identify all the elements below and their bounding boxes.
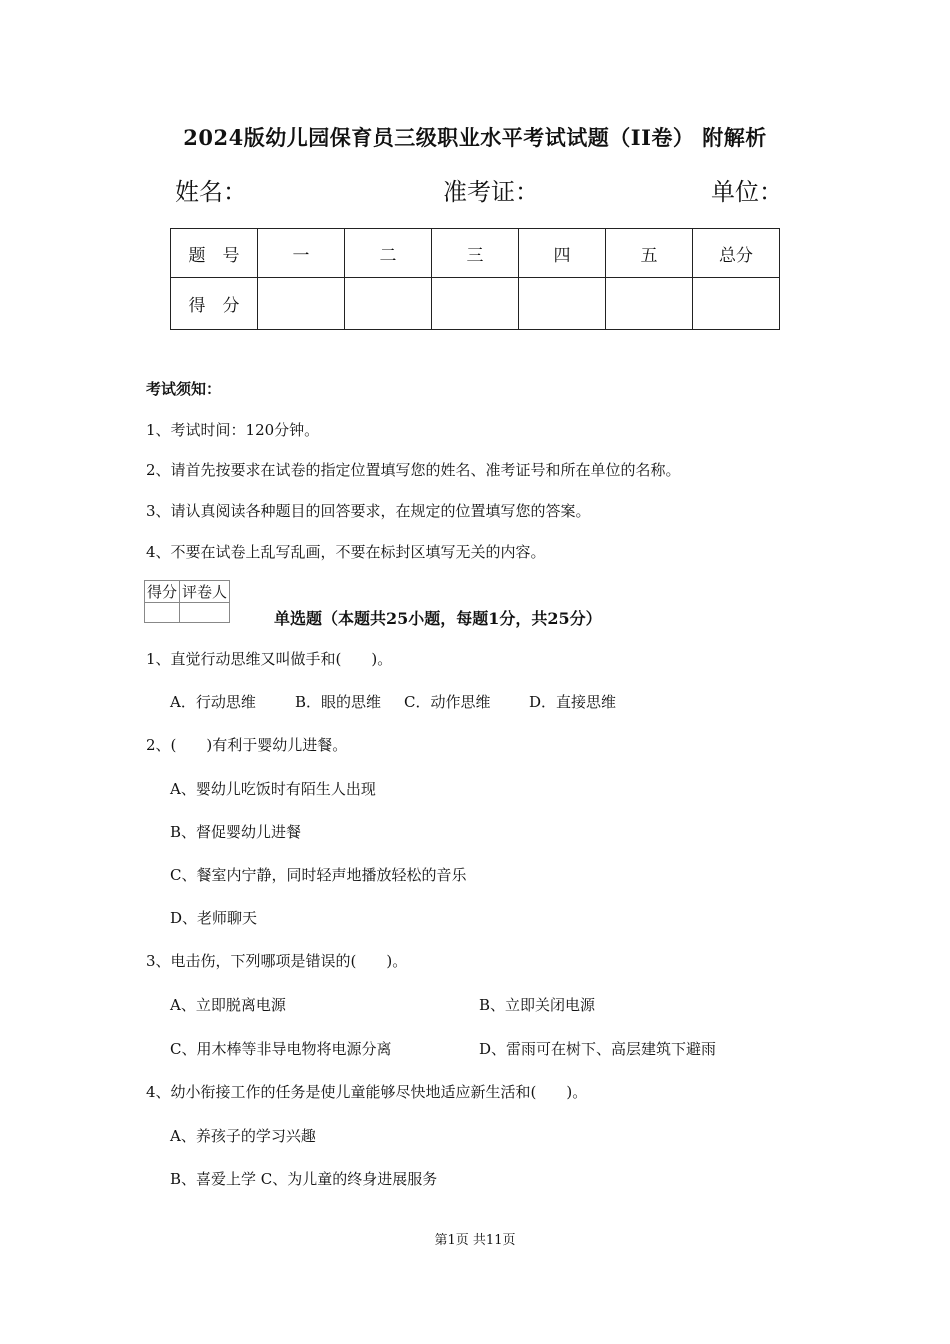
notice-item: 4、不要在试卷上乱写乱画，不要在标封区填写无关的内容。 [146, 543, 546, 561]
section-title: 单选题（本题共25小题，每题1分，共25分） [274, 609, 602, 628]
question-option: A、养孩子的学习兴趣 [170, 1127, 316, 1145]
notice-item: 1、考试时间：120分钟。 [146, 421, 320, 439]
header-cell: 五 [606, 229, 693, 278]
question-option: C．动作思维 [404, 693, 491, 711]
question-stem: 3、电击伤，下列哪项是错误的( )。 [146, 952, 408, 970]
score-cell[interactable] [258, 278, 345, 330]
score-cell[interactable] [432, 278, 519, 330]
question-option: B．眼的思维 [295, 693, 382, 711]
question-option: D、老师聊天 [170, 909, 258, 927]
question-stem: 4、幼小衔接工作的任务是使儿童能够尽快地适应新生活和( )。 [146, 1083, 588, 1101]
notice-item: 3、请认真阅读各种题目的回答要求，在规定的位置填写您的答案。 [146, 502, 591, 520]
question-stem: 1、直觉行动思维又叫做手和( )。 [146, 650, 393, 668]
grader-score-cell[interactable] [145, 603, 180, 623]
question-stem: 2、( )有利于婴幼儿进餐。 [146, 736, 348, 754]
row-label-cell: 得 分 [171, 278, 258, 330]
score-cell[interactable] [519, 278, 606, 330]
question-option: A、立即脱离电源 [170, 996, 286, 1014]
score-table [170, 228, 780, 330]
grader-score-label: 得分 [145, 581, 180, 603]
grader-name-label: 评卷人 [180, 581, 230, 603]
header-cell: 四 [519, 229, 606, 278]
score-cell[interactable] [345, 278, 432, 330]
question-option: C、餐室内宁静，同时轻声地播放轻松的音乐 [170, 866, 467, 884]
score-cell[interactable] [693, 278, 780, 330]
page-footer: 第1页 共11页 [434, 1233, 516, 1248]
notice-item: 2、请首先按要求在试卷的指定位置填写您的姓名、准考证号和所在单位的名称。 [146, 461, 681, 479]
score-cell[interactable] [606, 278, 693, 330]
question-option: D、雷雨可在树下、高层建筑下避雨 [479, 1040, 717, 1058]
question-option: B、立即关闭电源 [479, 996, 596, 1014]
name-field-label: 姓名： [175, 178, 247, 206]
question-option: C、用木棒等非导电物将电源分离 [170, 1040, 392, 1058]
question-option: D．直接思维 [529, 693, 617, 711]
notice-heading: 考试须知： [146, 380, 222, 398]
question-option: B、督促婴幼儿进餐 [170, 823, 302, 841]
exam-id-field-label: 准考证： [443, 178, 539, 206]
header-cell: 总分 [693, 229, 780, 278]
question-option: A、婴幼儿吃饭时有陌生人出现 [170, 780, 376, 798]
grader-name-cell[interactable] [180, 603, 230, 623]
question-option: A．行动思维 [170, 693, 256, 711]
score-table-header-row [171, 229, 780, 278]
header-cell: 一 [258, 229, 345, 278]
question-option: B、喜爱上学 C、为儿童的终身进展服务 [170, 1170, 438, 1188]
header-cell: 二 [345, 229, 432, 278]
score-table-score-row [171, 278, 780, 330]
unit-field-label: 单位： [711, 178, 783, 206]
grader-box [144, 580, 230, 623]
header-cell: 三 [432, 229, 519, 278]
document-title: 2024版幼儿园保育员三级职业水平考试试题（II卷） 附解析 [183, 125, 767, 150]
header-cell: 题 号 [171, 229, 258, 278]
